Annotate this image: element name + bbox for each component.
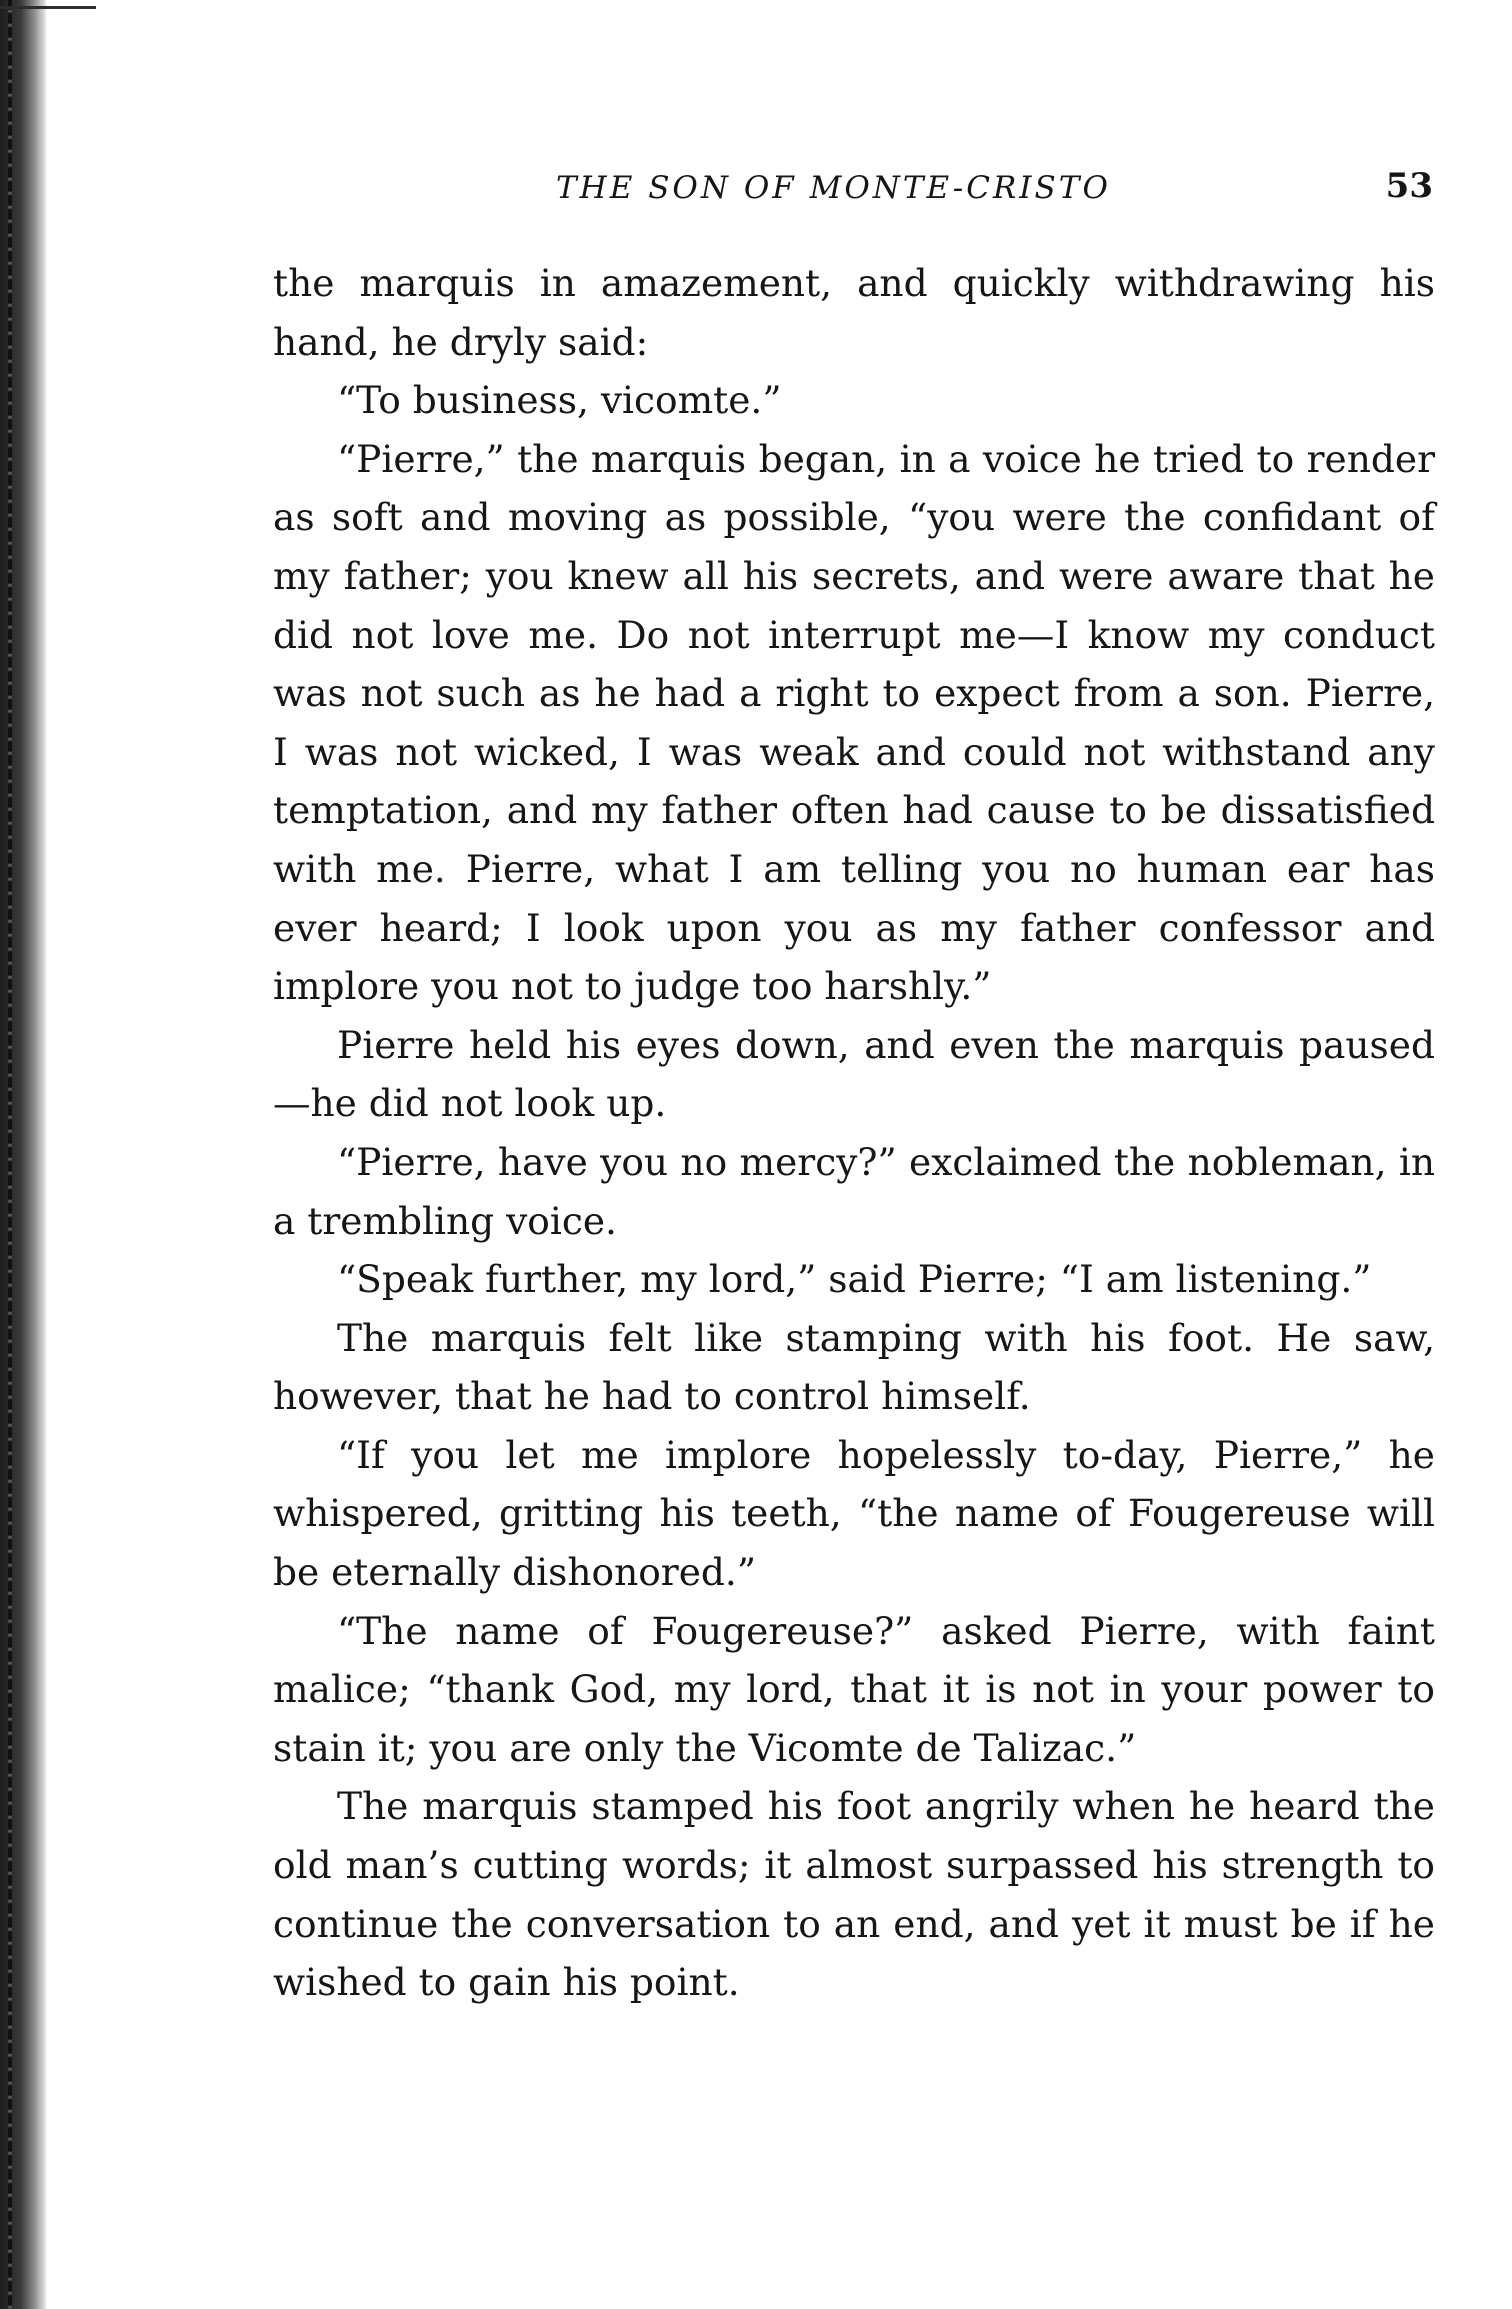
body-text bbox=[273, 254, 1435, 2012]
paragraph: “If you let me implore hopelessly to-day, Pierre,” he whispered, gritting his teeth, “the name of Fougereuse will be eternally dishonored.” bbox=[273, 1432, 1435, 1595]
paragraph: “Speak further, my lord,” said Pierre; “I am listening.” bbox=[337, 1257, 1372, 1302]
paragraph: Pierre held his eyes down, and even the marquis paused—he did not look up. bbox=[273, 1022, 1435, 1126]
paragraph: “To business, vicomte.” bbox=[337, 378, 782, 423]
page-header bbox=[273, 166, 1433, 220]
paragraph: “Pierre,” the marquis began, in a voice he tried to render as soft and moving as possible, “you were the confidant of my father; you knew all his secrets, and were aware that he did not love me. Do not interrupt me—I know my conduct was not such as he had a right to expect from a son. Pierre, I was not wicked, I was weak and could not withstand any temptation, and my father often had cause to be dissatisfied with me. Pierre, what I am telling you no human ear has ever heard; I look upon you as my father confessor and implore you not to judge too harshly.” bbox=[273, 436, 1435, 1009]
page-number: 53 bbox=[1385, 166, 1433, 206]
running-title: THE SON OF MONTE-CRISTO bbox=[556, 170, 1111, 206]
paragraph: the marquis in amazement, and quickly withdrawing his hand, he dryly said: bbox=[273, 261, 1435, 364]
paragraph: The marquis stamped his foot angrily when he heard the old man’s cutting words; it almost surpassed his strength to continue the conversation to an end, and yet it must be if he wished to gain his point. bbox=[273, 1784, 1435, 2005]
paragraph: “Pierre, have you no mercy?” exclaimed the nobleman, in a trembling voice. bbox=[273, 1139, 1435, 1243]
paragraph: “The name of Fougereuse?” asked Pierre, with faint malice; “thank God, my lord, that it is not in your power to stain it; you are only the Vicomte de Talizac.” bbox=[273, 1608, 1435, 1770]
scan-edge-mark bbox=[0, 6, 96, 9]
book-binding-edge bbox=[0, 0, 46, 2309]
paragraph: The marquis felt like stamping with his foot. He saw, however, that he had to control himself. bbox=[273, 1315, 1435, 1419]
